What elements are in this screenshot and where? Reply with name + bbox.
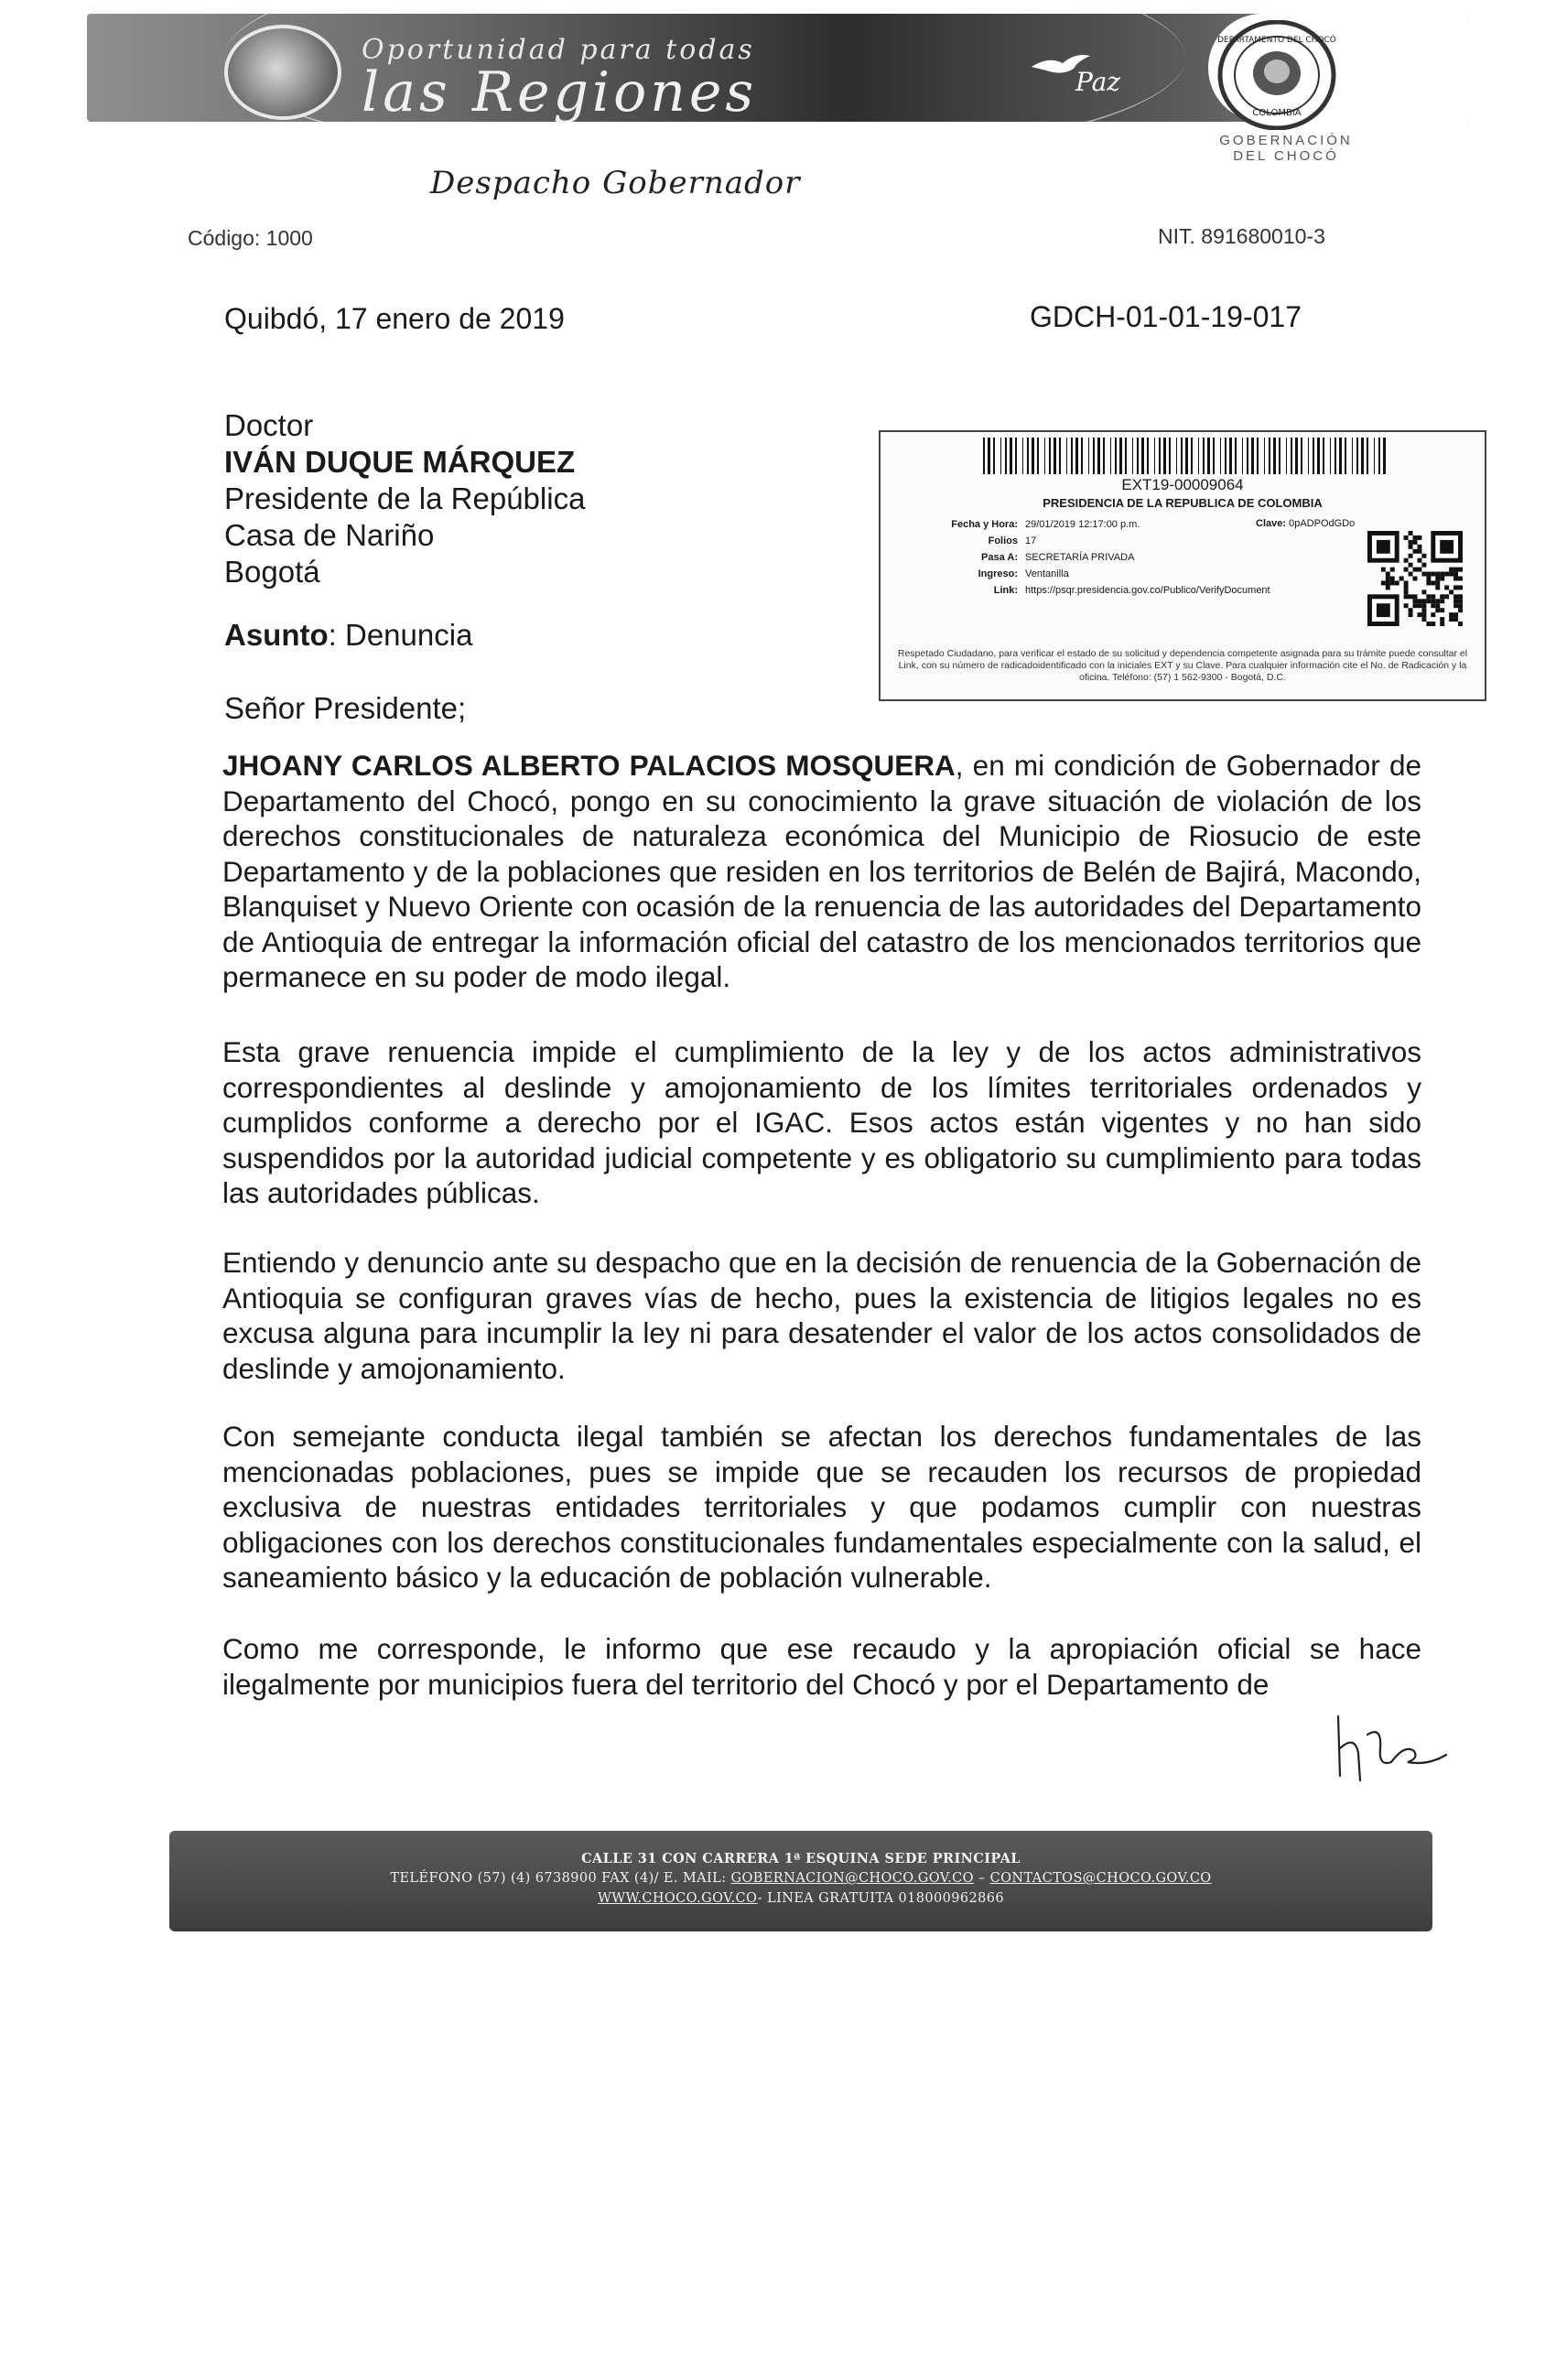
subject-value: Denuncia [345,618,473,652]
stamp-entity: PRESIDENCIA DE LA REPUBLICA DE COLOMBIA [1043,496,1323,510]
document-code: Código: 1000 [188,226,313,250]
slogan-line1: Oportunidad para todas [362,34,755,66]
tax-id: NIT. 891680010-3 [1158,224,1325,248]
reference-number: GDCH-01-01-19-017 [1030,300,1302,333]
stamp-field-row: Link: https://psqr.presidencia.gov.co/Publico/VerifyDocument [993,585,1270,596]
email-link[interactable]: GOBERNACION@CHOCO.GOV.CO [730,1871,974,1886]
footer-web: WWW.CHOCO.GOV.CO- LINEA GRATUITA 018000962866 [597,1891,1005,1906]
body-paragraph: Esta grave renuencia impide el cumplimiento de la ley y de los actos administrativos correspondientes al deslinde y amojonamiento de los límites territoriales ordenados y cumplidos conforme a derecho por el IGAC. Esos actos están vigentes y no han sido suspendidos por la autoridad judicial competente y es obligatorio su cumplimiento para todas las autoridades públicas. [222,1035,1421,1209]
stamp-radicado: EXT19-00009064 [1121,476,1244,493]
seal-text-bottom: COLOMBIA [1252,108,1302,118]
footer-bar [169,1831,1432,1931]
handwritten-initials [1327,1698,1455,1790]
qr-code-icon [1367,531,1463,626]
recipient-role: Presidente de la República [224,481,586,515]
seal-caption [1194,133,1378,164]
recipient-city: Bogotá [224,555,320,589]
salutation: Señor Presidente; [224,691,467,725]
stamp-clave: Clave: 0pADPOdGDo [1256,518,1356,529]
subject-label: Asunto [224,618,329,652]
letter-date: Quibdó, 17 enero de 2019 [224,302,565,335]
body-paragraph: JHOANY CARLOS ALBERTO PALACIOS MOSQUERA, en mi condición de Gobernador de Departamento del Chocó, pongo en su conocimiento la grave situación de violación de los derechos constitucionales de naturaleza económica del Municipio de Riosucio de este Departamento y de la poblaciones que residen en los territorios de Belén de Bajirá, Macondo, Blanquiset y Nuevo Oriente con ocasión de la renuencia de las autoridades del Departamento de Antioquia de entregar la información oficial del catastro de los mencionados territorios que permanece en su poder de modo ilegal. [222,749,1421,993]
body-paragraph: Entiendo y denuncio ante su despacho que en la decisión de renuencia de la Gobernación de Antioquia se configuran graves vías de hecho, pues la existencia de litigios legales no es excusa alguna para incumplir la ley ni para desatender el valor de los actos consolidados de deslinde y amojonamiento. [222,1246,1421,1385]
stamp-field-row: Folios 17 [988,536,1037,546]
recipient-title: Doctor [224,408,314,442]
governor-name: JHOANY CARLOS ALBERTO PALACIOS MOSQUERA [222,749,956,782]
stamp-field-row: Pasa A: SECRETARÍA PRIVADA [981,552,1135,563]
recipient-name: IVÁN DUQUE MÁRQUEZ [224,445,576,479]
email-link[interactable]: CONTACTOS@CHOCO.GOV.CO [989,1871,1212,1886]
regions-logo-icon [224,25,341,120]
receipt-stamp [879,430,1486,701]
barcode-icon [983,438,1386,474]
seal-text-top: DEPARTAMENTO DEL CHOCÓ [1217,36,1336,45]
body-paragraph: Con semejante conducta ilegal también se afectan los derechos fundamentales de las mencionadas poblaciones, pues se impide que se recauden los recursos de propiedad exclusiva de nuestras entidades territoriales y que podamos cumplir con nuestras obligaciones con los derechos constitucionales fundamentales especialmente con la salud, el saneamiento básico y la educación de población vulnerable. [222,1420,1421,1594]
government-seal-icon [1185,20,1368,130]
seal-caption-line1: GOBERNACIÓN [1219,133,1353,148]
stamp-field-row: Fecha y Hora: 29/01/2019 12:17:00 p.m. [951,519,1140,530]
footer-contact: TELÉFONO (57) (4) 6738900 FAX (4)/ E. MAIL: GOBERNACION@CHOCO.GOV.CO – CONTACTOS@CHOCO.GOV.CO [390,1871,1212,1886]
recipient-place: Casa de Nariño [224,518,435,552]
slogan-paz: Paz [1075,67,1121,97]
office-name: Despacho Gobernador [430,165,801,201]
stamp-notice: Respetado Ciudadano, para verificar el estado de su solicitud y dependencia competente asignada para su trámite puede consultar el Link, con su número de radicadoidentificado con la iniciales EXT y su Clave. Para cualquier información cite el No. de Radicación y la oficina. Teléfono: (57) 1 562-9300 - Bogotá, D.C. [897,648,1468,683]
website-link[interactable]: WWW.CHOCO.GOV.CO [597,1891,758,1906]
subject-line: Asunto: Denuncia [224,618,473,652]
seal-caption-line2: DEL CHOCÓ [1233,148,1339,164]
slogan-line2: las Regiones [362,60,758,122]
body-paragraph: Como me corresponde, le informo que ese recaudo y la apropiación oficial se hace ilegalmente por municipios fuera del territorio del Chocó y por el Departamento de [222,1632,1421,1701]
footer-address: CALLE 31 CON CARRERA 1ª ESQUINA SEDE PRINCIPAL [581,1851,1021,1866]
stamp-field-row: Ingreso: Ventanilla [978,568,1069,579]
